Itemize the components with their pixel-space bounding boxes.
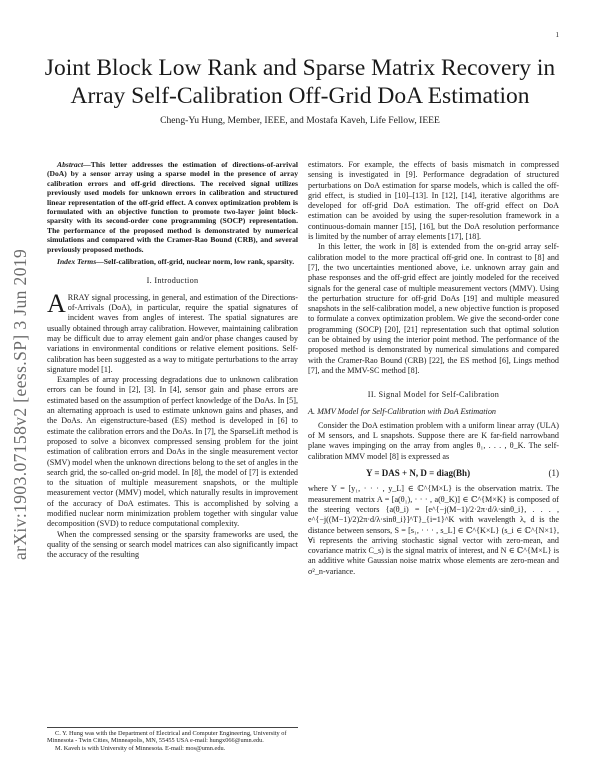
section-1-heading: I. Introduction — [146, 276, 199, 286]
intro-paragraph-3: When the compressed sensing or the sparsity frameworks are used, the quality of the sensing or search model matrices can also significantly impact the accuracy of the resulting — [47, 529, 298, 560]
right-paragraph-1: estimators. For example, the effects of basis mismatch in compressed sensing is investigated in [9]. Performance degradation of structured perturbations on DoA estimation for sparse models, which is called the off-grid effect, is studied in [10]–[13]. In [12], [14], iterative algorithms are developed for off-grid DoA estimation. The off-grid effect on DoA estimation can be avoided by using the super-resolution framework in a continuous-domain manner [15], [16], but the DoA resolution performance is limited by the number of array elements [17], [18]. — [308, 160, 559, 242]
abstract — [47, 160, 298, 254]
equation-number: (1) — [548, 468, 559, 479]
subsection-a-heading: A. MMV Model for Self-Calibration with DoA Estimation — [308, 406, 497, 416]
intro-paragraph-2: Examples of array processing degradations due to unknown calibration errors can be found in [2], [3]. In [4], sensor gain and phase errors are estimated based on the assumption of perfect knowledge of the DoAs. In [5], an alternating approach is used to estimate unknown gains and phases, and the DoAs. An eigenstructure-based (ES) method is developed in [6] to estimate the calibration errors and the DoAs. In [7], the SparseLift method is proposed to solve a biconvex compressed sensing problem for the joint estimation of calibration errors and DoAs in the single measurement vector (SMV) model when the unknown directions belong to the set of angles in the search grid, the so-called on-grid model. In [8], the model of [7] is extended to the situation of multiple measurement snapshots, or the multiple measurement vector (MMV) model, which naturally results in improvement of the accuracy of DoA estimates. This is accomplished by solving a modified nuclear norm minimization problem together with singular value decomposition (SVD) to reduce computational complexity. — [47, 375, 298, 529]
arxiv-identifier: arXiv:1903.07158v2 [eess.SP] 3 Jun 2019 — [10, 248, 30, 560]
paper-authors: Cheng-Yu Hung, Member, IEEE, and Mostafa Kaveh, Life Fellow, IEEE — [160, 115, 440, 126]
paper-title: Joint Block Low Rank and Sparse Matrix Recovery in Array Self-Calibration Off-Grid DoA Estimation — [44, 55, 556, 109]
footnotes — [47, 727, 298, 752]
right-column — [308, 160, 559, 577]
section-2-heading: II. Signal Model for Self-Calibration — [367, 390, 500, 400]
page-number: 1 — [555, 31, 559, 39]
footnote-1: C. Y. Hung was with the Department of Electrical and Computer Engineering, University of Minnesota - Twin Cities, Minneapolis, MN, 55455 USA e-mail: hungx066@umn.edu. — [47, 730, 287, 745]
abstract-text: —This letter addresses the estimation of directions-of-arrival (DoA) by a sensor array using a sparse model in the presence of array calibration errors and off-grid directions. The received signal utilizes previously used models for unknown errors in calibration and structured linear representation of the off-grid effect. A convex optimization problem is formulated with an objective function to promote two-layer joint block-sparsity with its second-order cone programming (SOCP) representation. The performance of the proposed method is demonstrated by numerical simulations and compared with the Cramer-Rao Bound (CRB), and several previously proposed methods. — [47, 160, 298, 254]
abstract-label: Abstract — [57, 160, 84, 169]
index-terms-text: —Self-calibration, off-grid, nuclear norm, low rank, sparsity. — [96, 257, 295, 267]
equation-body: Y = DAS + N, D = diag(Bh) — [366, 468, 471, 479]
footnote-2: M. Kaveh is with University of Minnesota. E-mail: mos@umn.edu. — [55, 744, 226, 752]
index-terms — [47, 257, 298, 266]
right-paragraph-2: In this letter, the work in [8] is extended from the on-grid array self-calibration model to the more practical off-grid one. In contrast to [8] and [7], the two uncertainties mentioned above, i.e. unknown array gain and phase responses and the off-grid effect are jointly modeled for the received signals for the general case of multiple measurement vectors (MMV). Using the perturbation structure for off-grid DoAs [19] and multiple measured snapshots in the self-calibration model, a new objective function is proposed to formulate a convex optimization problem. We give the second-order cone programming (SOCP) [20], [21] representation such that optimal solution can be obtained by using the interior point method. The performance of the proposed method is demonstrated by numerical simulations and compared with the Cramer-Rao Bound (CRB) [22], the ES method [6], Lings method [7], and the MMV-SC method [8]. — [308, 242, 559, 375]
model-paragraph-2: where Y = [y₁, · · · , y_L] ∈ ℂ^{M×L} is the observation matrix. The measurement matrix A = [a(θ₁), · · · , a(θ_K)] ∈ ℂ^{M×K} is composed of the steering vectors {a(θ_i) = [e^{−j(M−1)/2·2π·d/λ·sinθ_i}, . . . , e^{−j((M−1)/2)2π·d/λ·sinθ_i}]^T}_{i=1}^K with wavelength λ, d is the distance between sensors, S = [s₁, · · · , s_L] ∈ ℂ^{K×L} (s_i ∈ ℂ^{N×1}, ∀i represents the arriving stochastic signal vector with zero-mean, and covariance matrix C_s) is the signal matrix of interest, and N ∈ ℂ^{M×L} is an additive white Gaussian noise matrix whose elements are zero-mean and σ²_n-variance. — [308, 484, 559, 576]
intro-paragraph-1-text: RRAY signal processing, in general, and estimation of the Directions-of-Arrivals (DoA), in particular, require the spatial signatures of incident waves from angles of interest. The spatial signatures are usually obtained through array calibration. However, maintaining calibration may be difficult due to array element gain and/or phase changes caused by variations in environmental conditions or relative element positions. Self-calibration has been suggested as a way to mitigate perturbations to the array signature model [1]. — [47, 292, 298, 374]
intro-paragraph-1 — [47, 288, 298, 375]
left-column — [47, 160, 298, 560]
drop-cap: A — [47, 288, 66, 318]
equation-1 — [308, 468, 559, 478]
model-paragraph-1: Consider the DoA estimation problem with a uniform linear array (ULA) of M sensors, and L snapshots. Suppose there are K far-field narrowband plane waves impinging on the array from angles θ₁, . . . , θ_K. The self-calibration MMV model [8] is expressed as — [308, 420, 559, 461]
index-terms-label: Index Terms — [57, 257, 97, 267]
